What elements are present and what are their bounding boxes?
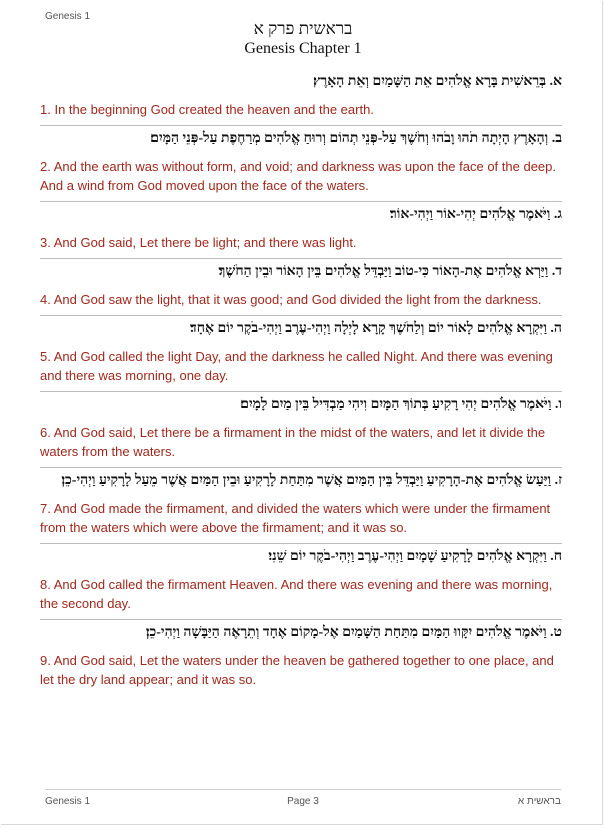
verse-hebrew: ב. וְהָאָרֶץ הָיְתָה תֹהוּ וָבֹהוּ וְחֹשֶׁךְ עַל-פְּנֵי תְהוֹם וְרוּחַ אֱלֹהִים מְרַחֶפֶת עַל-פְּנֵי הַמָּיִם׃ xyxy=(40,125,562,147)
footer-chapter: Genesis 1 xyxy=(45,796,91,807)
verse-hebrew: ג. וַיֹּאמֶר אֱלֹהִים יְהִי-אוֹר וַיְהִי-אוֹר׃ xyxy=(40,201,562,223)
verse-hebrew: ד. וַיַּרְא אֱלֹהִים אֶת-הָאוֹר כִּי-טוֹב וַיַּבְדֵּל אֱלֹהִים בֵּין הָאוֹר וּבֵין הַחֹשֶׁךְ׃ xyxy=(40,258,562,280)
page-footer xyxy=(45,789,561,810)
verse-english: 5. And God called the light Day, and the darkness he called Night. And there was evening and there was morning, one day. xyxy=(40,349,553,383)
verse-5 xyxy=(40,315,562,391)
verse-6 xyxy=(40,391,562,467)
verse-english: 7. And God made the firmament, and divided the waters which were under the firmament from the waters which were above the firmament; and it was so. xyxy=(40,501,551,535)
verse-9 xyxy=(40,619,562,695)
page-title-hebrew: בראשית פרק א xyxy=(253,19,353,38)
verse-3 xyxy=(40,201,562,258)
running-head: Genesis 1 xyxy=(45,11,91,22)
verse-english: 8. And God called the firmament Heaven. And there was evening and there was morning, the second day. xyxy=(40,577,553,611)
footer-chapter-hebrew: בראשית א xyxy=(517,796,561,807)
verse-english: 4. And God saw the light, that it was good; and God divided the light from the darkness. xyxy=(40,292,542,307)
verse-english: 9. And God said, Let the waters under the heaven be gathered together to one place, and let the dry land appear; and it was so. xyxy=(40,653,554,687)
verse-english: 3. And God said, Let there be light; and there was light. xyxy=(40,235,357,250)
verse-list xyxy=(40,70,562,695)
verse-hebrew: ז. וַיַּעַשׂ אֱלֹהִים אֶת-הָרָקִיעַ וַיַּבְדֵּל בֵּין הַמַּיִם אֲשֶׁר מִתַּחַת לָרָקִיעַ וּבֵין הַמַּיִם אֲשֶׁר מֵעַל לָרָקִיעַ וַיְהִי-כֵן׃ xyxy=(40,467,562,489)
verse-4 xyxy=(40,258,562,315)
verse-2 xyxy=(40,125,562,201)
page-title: Genesis Chapter 1 xyxy=(244,40,362,57)
verse-hebrew: א. בְּרֵאשִׁית בָּרָא אֱלֹהִים אֵת הַשָּׁמַיִם וְאֵת הָאָרֶץ׃ xyxy=(313,74,562,89)
verse-hebrew: ה. וַיִּקְרָא אֱלֹהִים לָאוֹר יוֹם וְלַחֹשֶׁךְ קָרָא לָיְלָה וַיְהִי-עֶרֶב וַיְהִי-בֹקֶר יוֹם אֶחָד׃ xyxy=(40,315,562,337)
verse-hebrew: ח. וַיִּקְרָא אֱלֹהִים לָרָקִיעַ שָׁמָיִם וַיְהִי-עֶרֶב וַיְהִי-בֹקֶר יוֹם שֵׁנִי׃ xyxy=(40,543,562,565)
verse-english: 2. And the earth was without form, and void; and darkness was upon the face of the deep. And a wind from God moved upon the face of the waters. xyxy=(40,159,556,193)
verse-english: 6. And God said, Let there be a firmament in the midst of the waters, and let it divide the waters from the waters. xyxy=(40,425,546,459)
verse-hebrew: ו. וַיֹּאמֶר אֱלֹהִים יְהִי רָקִיעַ בְּתוֹךְ הַמָּיִם וִיהִי מַבְדִּיל בֵּין מַיִם לָמָיִם׃ xyxy=(40,391,562,413)
verse-hebrew: ט. וַיֹּאמֶר אֱלֹהִים יִקָּווּ הַמַּיִם מִתַּחַת הַשָּׁמַיִם אֶל-מָקוֹם אֶחָד וְתֵרָאֶה הַיַּבָּשָׁה וַיְהִי-כֵן׃ xyxy=(40,619,562,641)
verse-8 xyxy=(40,543,562,619)
verse-7 xyxy=(40,467,562,543)
verse-1 xyxy=(40,70,562,125)
verse-english: 1. In the beginning God created the heaven and the earth. xyxy=(40,102,374,117)
footer-page-number: Page 3 xyxy=(287,796,319,807)
